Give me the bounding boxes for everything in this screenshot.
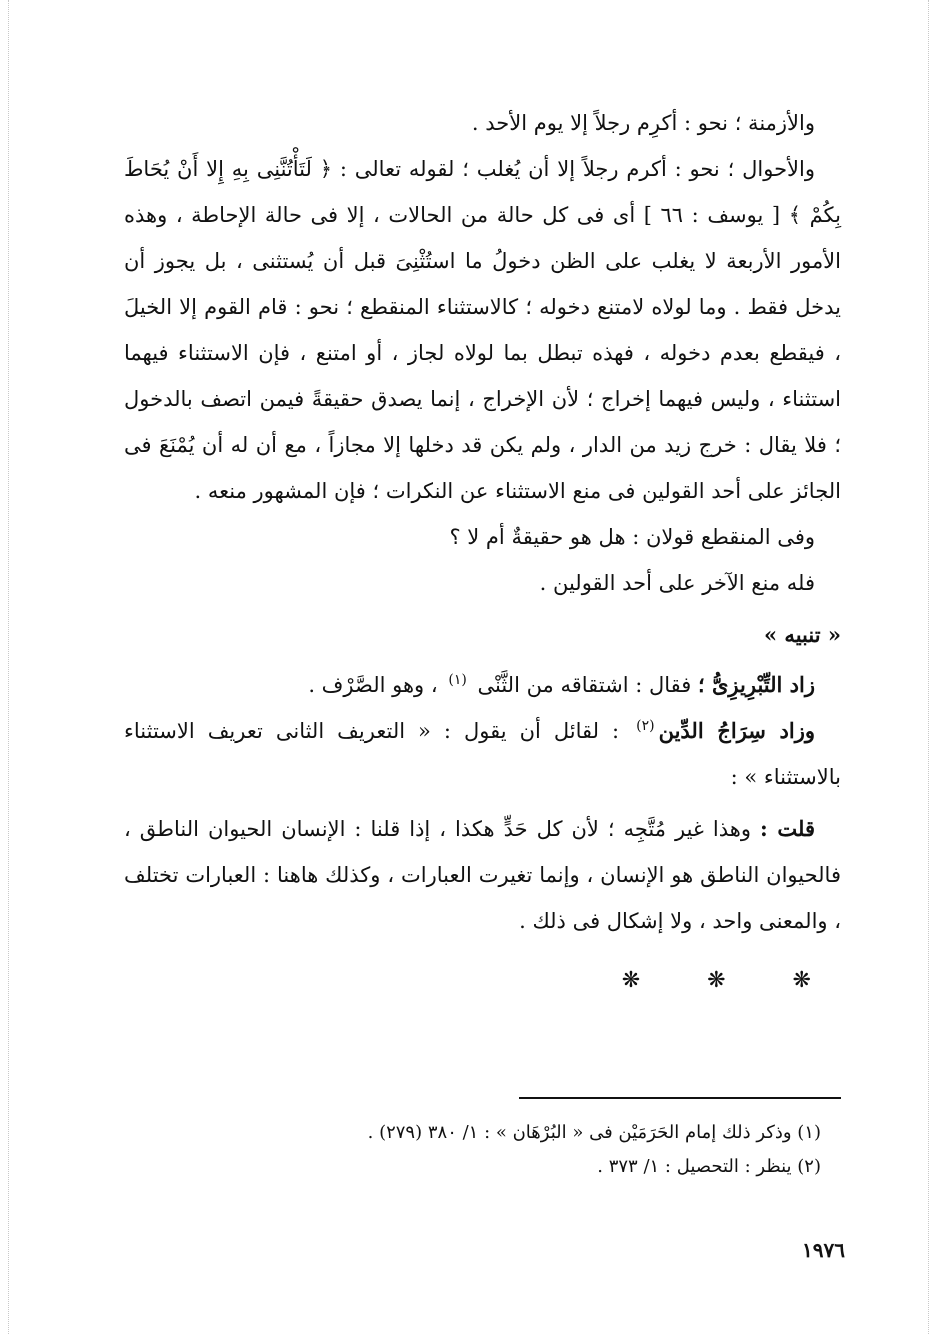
scan-edge-right	[928, 0, 930, 1334]
siraj-text: : لقائل أن يقول : « التعريف الثانى تعريف الاستثناء بالاستثناء » :	[124, 719, 841, 789]
page-number: ١٩٧٦	[802, 1238, 845, 1262]
paragraph-siraj	[124, 708, 841, 800]
paragraph-states: والأحوال ؛ نحو : أكرم رجلاً إلا أن يُغلب ؛ لقوله تعالى : ﴿ لَتَأْتُنَّنِى بِهِ إِلا أَنْ يُحَاطَ بِكُمْ ﴾ [ يوسف : ٦٦ ] أى فى كل حالة من الحالات ، إلا فى حالة الإحاطة ، وهذه الأمور الأربعة لا يغلب على الظن دخولُ ما استُثْنِىَ قبل أن يُستثنى ، بل يجوز أن يدخل فقط . وما لولاه لامتنع دخوله ؛ كالاستثناء المنقطع ؛ نحو : قام القوم إلا الخيلَ ، فيقطع بعدم دخوله ، فهذه تبطل بما لولاه لجاز ، أو امتنع ، فإن الاستثناء فيهما استثناء ، وليس فيهما إخراج ؛ لأن الإخراج ، إنما يصدق حقيقةً فيمن اتصف بالدخول ؛ فلا يقال : خرج زيد من الدار ، ولم يكن قد دخلها إلا مجازاً ، مع أن له أن يُمْنَعَ فى الجائز على أحد القولين فى منع الاستثناء عن النكرات ؛ فإن المشهور منعه .	[124, 157, 841, 503]
paragraph-disjoint: وفى المنقطع قولان : هل هو حقيقةٌ أم لا ؟	[449, 525, 815, 549]
footnote-1: (١) وذكر ذلك إمام الحَرَمَيْن فى « البُرْهَان » : ١/ ٣٨٠ (٢٧٩) .	[367, 1122, 821, 1143]
scan-edge-left	[8, 0, 10, 1334]
section-separator: ❋ ❋ ❋	[621, 968, 841, 993]
remark-text: وهذا غير مُتَّجِه ؛ لأن كل حَدٍّ هكذا ، إذا قلنا : الإنسان الحيوان الناطق ، فالحيوان الناطق هو الإنسان ، وإنما تغيرت العبارات ، وكذلك هاهنا : العبارات تختلف ، والمعنى واحد ، ولا إشكال فى ذلك .	[124, 817, 841, 933]
paragraph-remark	[124, 806, 841, 944]
footnote-rule	[519, 1097, 841, 1099]
tabrizi-text-a: فقال : اشتقاقه من الثَّنْى	[470, 673, 698, 697]
footnote-2: (٢) ينظر : التحصيل : ١/ ٣٧٣ .	[597, 1156, 821, 1177]
siraj-lead: وزاد سِرَاجُ الدِّين	[658, 718, 815, 743]
footnote-ref-1: (١)	[448, 672, 467, 688]
footnotes	[124, 1116, 821, 1184]
paragraph-tabrizi	[124, 662, 841, 708]
tabrizi-text-b: ، وهو الصَّرْف .	[308, 673, 445, 697]
main-text	[124, 100, 841, 1004]
footnote-ref-2: (٢)	[636, 718, 655, 734]
paragraph-conclusion: فله منع الآخر على أحد القولين .	[539, 571, 815, 595]
notice-heading: « تنبيه »	[764, 622, 841, 647]
paragraph-time: والأزمنة ؛ نحو : أكرِم رجلاً إلا يوم الأحد .	[471, 111, 815, 135]
tabrizi-lead: زاد التِّبْرِيزِىُّ ؛	[698, 672, 815, 697]
remark-lead: قلت :	[759, 816, 815, 841]
